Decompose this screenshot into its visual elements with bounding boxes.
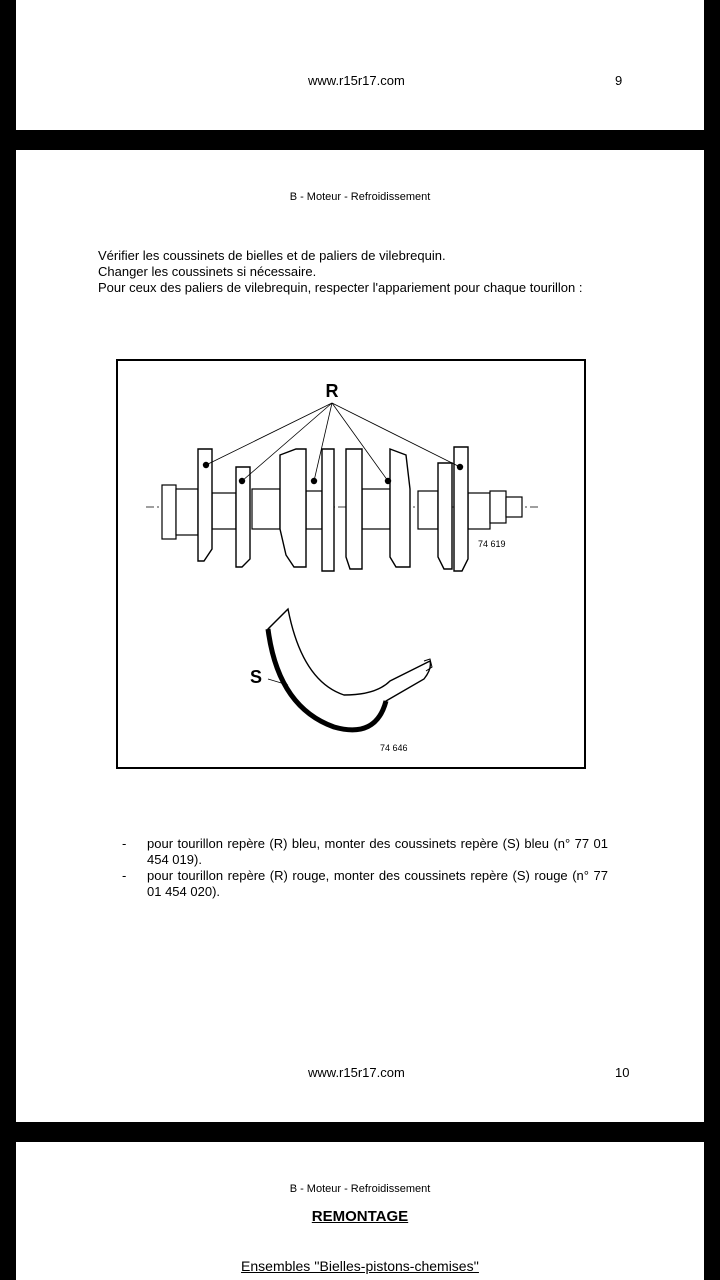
list-item	[122, 836, 608, 868]
instruction-list	[122, 836, 608, 900]
figure-drawing	[118, 361, 584, 767]
paragraph-line: Pour ceux des paliers de vilebrequin, respecter l'appariement pour chaque tourillon :	[98, 280, 583, 295]
pdf-page-11	[16, 1142, 704, 1280]
list-item	[122, 868, 608, 900]
bearing-shell	[268, 609, 430, 730]
crank-web	[438, 463, 452, 569]
crank-pin	[418, 491, 438, 529]
figure-ref-bottom: 74 646	[380, 743, 408, 753]
page-number: 9	[615, 73, 623, 88]
crank-web	[322, 449, 334, 571]
crank-pin	[252, 489, 280, 529]
footer-url[interactable]: www.r15r17.com	[308, 73, 405, 88]
crank-web	[390, 449, 410, 567]
list-item-text: pour tourillon repère (R) rouge, monter des coussinets repère (S) rouge (n° 77 01 454 020).	[147, 868, 608, 899]
list-bullet: -	[122, 836, 127, 851]
section-title: REMONTAGE	[311, 1208, 409, 1225]
instruction-paragraph	[98, 248, 606, 296]
crank-nose	[162, 485, 176, 539]
figure-ref-top: 74 619	[478, 539, 506, 549]
pdf-page-10	[16, 150, 704, 1122]
footer-url[interactable]: www.r15r17.com	[308, 1065, 405, 1080]
crankshaft-bearing-figure	[116, 359, 586, 769]
section-header: B - Moteur - Refroidissement	[289, 1183, 431, 1195]
crank-nose	[176, 489, 198, 535]
main-journal	[212, 493, 236, 529]
list-item-text: pour tourillon repère (R) bleu, monter des coussinets repère (S) bleu (n° 77 01 454 019).	[147, 836, 608, 867]
section-header: B - Moteur - Refroidissement	[289, 191, 431, 203]
page-number: 10	[615, 1065, 630, 1080]
label-r: R	[325, 381, 339, 401]
crank-tail	[506, 497, 522, 517]
section-subtitle: Ensembles ''Bielles-pistons-chemises''	[241, 1258, 479, 1274]
main-journal	[306, 491, 322, 529]
crank-web	[280, 449, 306, 567]
paragraph-line: Changer les coussinets si nécessaire.	[98, 264, 317, 279]
crank-tail	[490, 491, 506, 523]
pdf-page-9	[16, 0, 704, 130]
main-journal	[468, 493, 490, 529]
paragraph-line: Vérifier les coussinets de bielles et de paliers de vilebrequin.	[98, 248, 446, 263]
label-s: S	[250, 667, 263, 687]
main-journal	[362, 489, 390, 529]
crank-web	[346, 449, 362, 569]
list-bullet: -	[122, 868, 127, 883]
